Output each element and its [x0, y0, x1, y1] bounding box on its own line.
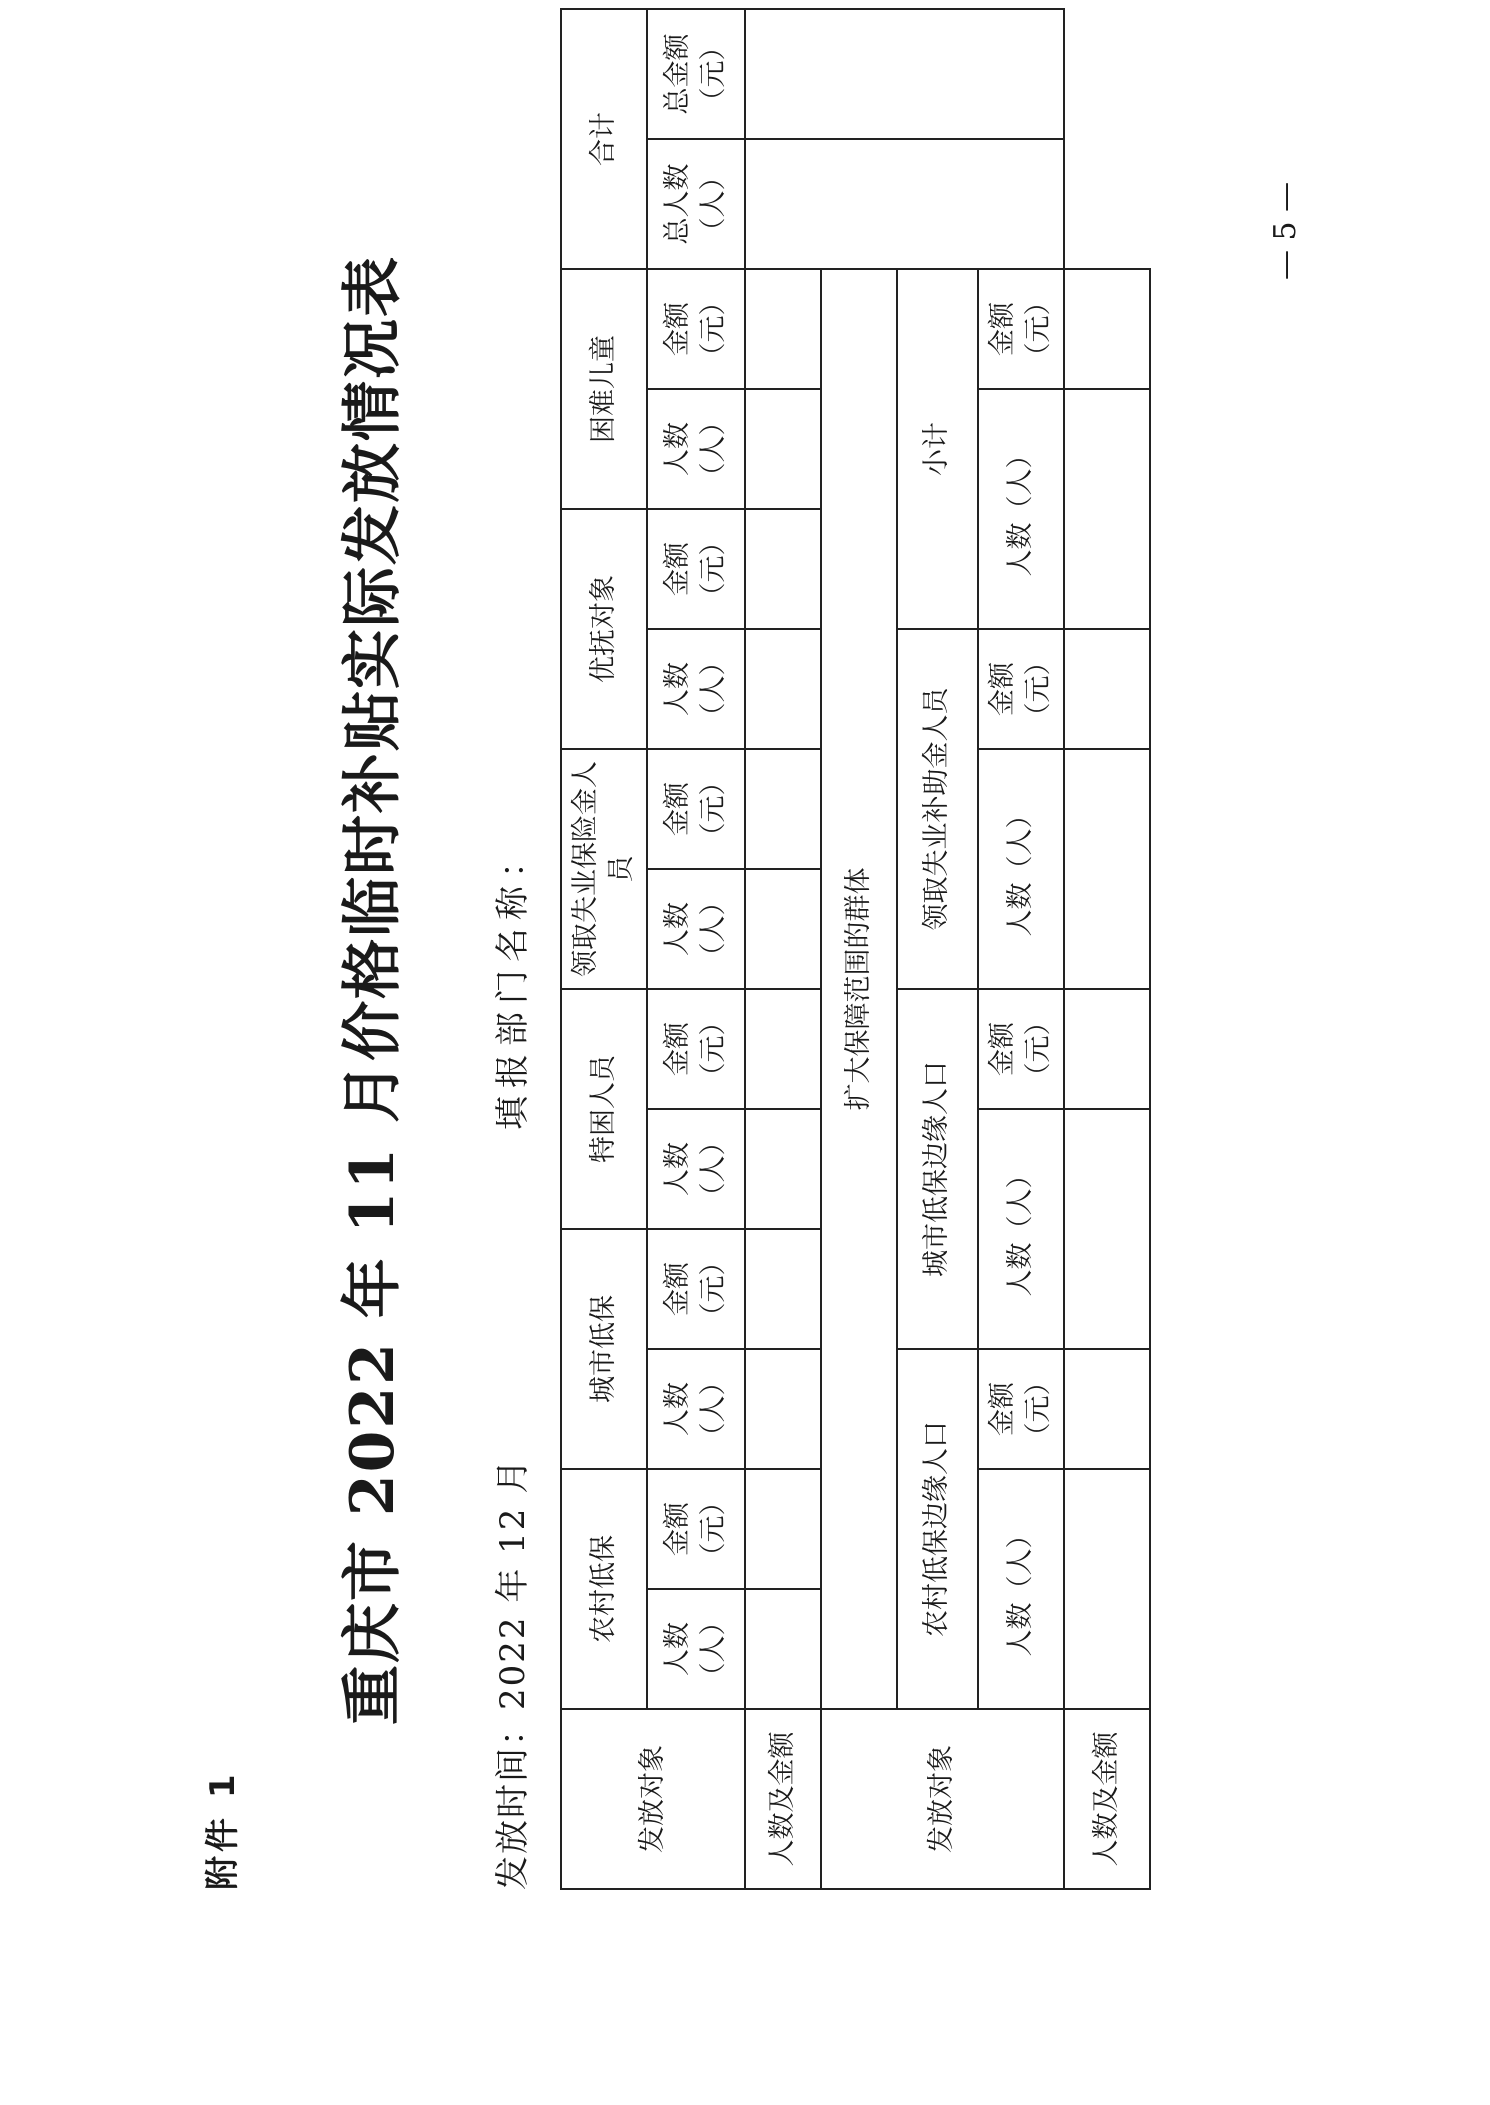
rural-edge-count-cell[interactable]: [1064, 1469, 1150, 1709]
subtotal-money-cell[interactable]: [1064, 269, 1150, 389]
expanded-section-header: 扩大保障范围的群体: [821, 269, 897, 1709]
rural-edge-money-cell[interactable]: [1064, 1349, 1150, 1469]
subsidy-form-table: [560, 8, 1151, 1890]
money-header: 金额（元）: [978, 269, 1064, 389]
row-header-target-2: 发放对象: [821, 1709, 1064, 1889]
total-count-cell[interactable]: [745, 139, 1064, 269]
urban-edge-money-cell[interactable]: [1064, 989, 1150, 1109]
money-header: 金额（元）: [647, 1229, 745, 1349]
unemployment-aid-money-cell[interactable]: [1064, 629, 1150, 749]
count-header: 人数（人）: [647, 1349, 745, 1469]
money-header: 金额（元）: [647, 1469, 745, 1589]
group-unemployment-aid: 领取失业补助金人员: [897, 629, 978, 989]
group-tekun: 特困人员: [561, 989, 647, 1229]
group-total: 合计: [561, 9, 647, 269]
urban-dibao-money-cell[interactable]: [745, 1229, 821, 1349]
department-field: 填报部门名称：: [493, 836, 533, 1130]
group-unemployment-insurance: 领取失业保险金人员: [561, 749, 647, 989]
rotated-content: [195, 33, 1315, 1890]
count-header: 人数（人）: [647, 389, 745, 509]
attachment-label: 附件 1: [203, 1770, 243, 1890]
count-header: 人数（人）: [978, 1109, 1064, 1349]
issue-time: 发放时间：2022 年 12 月: [493, 1457, 533, 1890]
group-youfu: 优抚对象: [561, 509, 647, 749]
total-count-header: 总人数（人）: [647, 139, 745, 269]
money-header: 金额（元）: [978, 1349, 1064, 1469]
money-header: 金额（元）: [647, 509, 745, 629]
count-header: 人数（人）: [978, 749, 1064, 989]
rural-dibao-count-cell[interactable]: [745, 1589, 821, 1709]
tekun-money-cell[interactable]: [745, 989, 821, 1109]
count-header: 人数（人）: [978, 389, 1064, 629]
unemployment-aid-count-cell[interactable]: [1064, 749, 1150, 989]
total-money-cell[interactable]: [745, 9, 1064, 139]
count-header: 人数（人）: [647, 1589, 745, 1709]
urban-edge-count-cell[interactable]: [1064, 1109, 1150, 1349]
group-urban-edge: 城市低保边缘人口: [897, 989, 978, 1349]
money-header: 金额（元）: [978, 989, 1064, 1109]
rural-dibao-money-cell[interactable]: [745, 1469, 821, 1589]
unemployment-insurance-count-cell[interactable]: [745, 869, 821, 989]
money-header: 金额（元）: [647, 269, 745, 389]
subtotal-count-cell[interactable]: [1064, 389, 1150, 629]
group-subtotal: 小计: [897, 269, 978, 629]
count-header: 人数（人）: [647, 1109, 745, 1229]
needy-children-count-cell[interactable]: [745, 389, 821, 509]
money-header: 金额（元）: [647, 749, 745, 869]
row-header-amount-2: 人数及金额: [1064, 1709, 1150, 1889]
unemployment-insurance-money-cell[interactable]: [745, 749, 821, 869]
money-header: 金额（元）: [647, 989, 745, 1109]
group-urban-dibao: 城市低保: [561, 1229, 647, 1469]
row-header-target: 发放对象: [561, 1709, 745, 1889]
count-header: 人数（人）: [647, 629, 745, 749]
page-title: 重庆市 2022 年 11 月价格临时补贴实际发放情况表: [338, 254, 408, 1726]
group-needy-children: 困难儿童: [561, 269, 647, 509]
group-rural-edge: 农村低保边缘人口: [897, 1349, 978, 1709]
tekun-count-cell[interactable]: [745, 1109, 821, 1229]
group-rural-dibao: 农村低保: [561, 1469, 647, 1709]
count-header: 人数（人）: [978, 1469, 1064, 1709]
needy-children-money-cell[interactable]: [745, 269, 821, 389]
youfu-count-cell[interactable]: [745, 629, 821, 749]
money-header: 金额（元）: [978, 629, 1064, 749]
page-number: — 5 —: [1268, 181, 1303, 280]
urban-dibao-count-cell[interactable]: [745, 1349, 821, 1469]
row-header-amount: 人数及金额: [745, 1709, 821, 1889]
total-money-header: 总金额（元）: [647, 9, 745, 139]
youfu-money-cell[interactable]: [745, 509, 821, 629]
count-header: 人数（人）: [647, 869, 745, 989]
